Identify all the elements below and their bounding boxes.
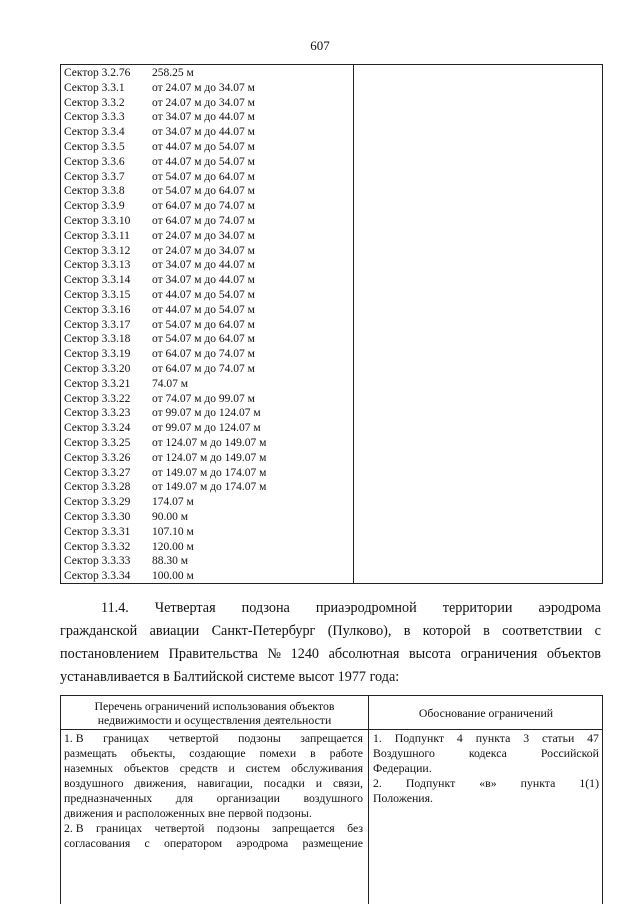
sector-height-value: от 99.07 м до 124.07 м xyxy=(152,407,261,420)
sector-height-value: от 34.07 м до 44.07 м xyxy=(152,259,255,272)
cell-word: навигации, xyxy=(197,776,253,790)
cell-word: четвертой xyxy=(168,731,219,745)
cell-word: связи, xyxy=(332,776,363,790)
sector-name: Сектор 3.3.15 xyxy=(64,289,131,301)
restriction-text-line xyxy=(64,731,363,746)
paragraph-word: с xyxy=(594,623,601,639)
sector-name: Сектор 3.3.22 xyxy=(64,392,131,405)
sector-name: Сектор 3.3.32 xyxy=(64,540,131,553)
sector-name: Сектор 3.3.28 xyxy=(64,481,131,494)
sector-row xyxy=(64,155,255,170)
cell-word: посадки xyxy=(263,776,305,790)
sector-height-value: от 24.07 м до 34.07 м xyxy=(152,96,255,109)
sector-height-value: 90.00 м xyxy=(152,511,189,523)
sector-row xyxy=(64,332,255,347)
cell-word: 2. xyxy=(373,776,382,790)
paragraph-line xyxy=(60,597,601,620)
section-11-4-paragraph xyxy=(60,597,601,689)
sector-row xyxy=(64,569,194,584)
sector-name: Сектор 3.3.6 xyxy=(64,155,125,168)
sector-name: Сектор 3.3.19 xyxy=(64,348,131,361)
cell-word: размещение xyxy=(302,836,363,850)
cell-word: организации xyxy=(216,791,280,805)
sector-name: Сектор 3.3.10 xyxy=(64,215,131,227)
sector-row xyxy=(64,495,194,510)
sector-row xyxy=(64,125,255,140)
justification-text-line: Положения. xyxy=(373,791,433,805)
sector-height-value: от 34.07 м до 44.07 м xyxy=(152,126,255,139)
sector-row xyxy=(64,199,255,214)
sector-row xyxy=(64,318,255,333)
sector-height-value: от 64.07 м до 74.07 м xyxy=(152,200,255,213)
sector-height-value: от 99.07 м до 124.07 м xyxy=(152,422,261,435)
paragraph-word: 1240 xyxy=(290,646,319,662)
cell-word: обслуживания xyxy=(291,761,363,775)
sector-row xyxy=(64,466,266,481)
sector-height-value: от 34.07 м до 44.07 м xyxy=(152,274,255,287)
sector-height-value: от 54.07 м до 64.07 м xyxy=(152,170,255,183)
paragraph-line xyxy=(60,643,601,666)
sector-row xyxy=(64,140,255,155)
sector-height-value: от 124.07 м до 149.07 м xyxy=(152,437,267,449)
sector-row xyxy=(64,436,266,451)
sector-name: Сектор 3.3.33 xyxy=(64,555,131,568)
cell-word: Подпункт xyxy=(394,731,445,745)
cell-word: воздушного xyxy=(64,776,124,790)
cell-word: 1. xyxy=(373,731,382,745)
sector-height-value: от 149.07 м до 174.07 м xyxy=(152,481,267,494)
sector-row xyxy=(64,362,255,377)
sector-row xyxy=(64,303,255,318)
sector-name: Сектор 3.3.8 xyxy=(64,185,125,198)
sector-name: Сектор 3.3.9 xyxy=(64,200,125,213)
sector-row xyxy=(64,81,255,96)
paragraph-word: высота xyxy=(408,646,452,662)
sector-row xyxy=(64,184,255,199)
paragraph-line: устанавливается в Балтийской системе высот 1977 года: xyxy=(60,669,400,685)
sector-height-value: от 24.07 м до 34.07 м xyxy=(152,244,255,257)
justification-text-line xyxy=(373,776,599,791)
cell-word: оператором xyxy=(163,836,223,850)
sector-row xyxy=(64,347,255,362)
paragraph-word: абсолютная xyxy=(328,646,400,662)
justification-text-line xyxy=(373,731,599,746)
sector-name: Сектор 3.2.76 xyxy=(64,67,131,79)
cell-word: Подпункт xyxy=(405,776,456,790)
sector-height-value: от 44.07 м до 54.07 м xyxy=(152,289,255,301)
sector-height-value: от 64.07 м до 74.07 м xyxy=(152,215,255,227)
paragraph-word: Четвертая xyxy=(154,600,216,616)
cell-word: размещать xyxy=(64,746,117,760)
sector-height-value: от 149.07 м до 174.07 м xyxy=(152,466,267,479)
sector-height-value: 120.00 м xyxy=(152,540,194,553)
cell-word: подзоны xyxy=(238,731,281,745)
sector-row xyxy=(64,451,266,466)
cell-word: подзоны xyxy=(216,821,260,835)
paragraph-word: подзона xyxy=(241,600,290,616)
paragraph-word: приаэродромной xyxy=(315,600,417,616)
cell-word: 3 xyxy=(523,731,530,745)
sector-row xyxy=(64,288,255,303)
sector-height-value: от 24.07 м до 34.07 м xyxy=(152,81,255,94)
paragraph-word: Правительства xyxy=(168,646,258,662)
restriction-text-line xyxy=(64,836,363,851)
sector-name: Сектор 3.3.7 xyxy=(64,170,125,183)
justification-text-line xyxy=(373,746,599,761)
sector-height-value: от 64.07 м до 74.07 м xyxy=(152,348,255,361)
restriction-text-line xyxy=(64,761,363,776)
sector-name: Сектор 3.3.26 xyxy=(64,451,131,464)
cell-word: запрещается xyxy=(272,821,335,835)
cell-word: запрещается xyxy=(300,731,363,745)
cell-word: воздушного xyxy=(303,791,363,805)
cell-word: границах xyxy=(103,731,150,745)
paragraph-word: территории xyxy=(442,600,513,616)
table-column-divider xyxy=(368,696,369,904)
sector-row xyxy=(64,480,266,495)
sector-height-value: 100.00 м xyxy=(152,570,194,583)
paragraph-word: в xyxy=(483,623,490,639)
cell-word: Российской xyxy=(540,746,599,760)
sector-row xyxy=(64,170,255,185)
cell-word: работе xyxy=(329,746,363,760)
paragraph-word: аэродрома xyxy=(538,600,601,616)
sector-row xyxy=(64,377,188,392)
sector-row xyxy=(64,540,194,555)
paragraph-word: авиации xyxy=(149,623,200,639)
restrictions-table xyxy=(60,695,603,904)
cell-word: 1. В xyxy=(64,731,84,745)
sector-row xyxy=(64,258,255,273)
sector-row xyxy=(64,244,255,259)
cell-word: объекты, xyxy=(130,746,176,760)
sector-row xyxy=(64,110,255,125)
sector-name: Сектор 3.3.20 xyxy=(64,363,131,375)
table-column-divider xyxy=(353,65,354,583)
paragraph-word: соответствии xyxy=(502,623,583,639)
sector-height-value: 258.25 м xyxy=(152,67,194,79)
cell-word: без xyxy=(347,821,363,835)
header-justification: Обоснование ограничений xyxy=(418,706,554,720)
paragraph-word: постановлением xyxy=(60,646,160,662)
sector-height-value: от 44.07 м до 54.07 м xyxy=(152,155,255,168)
cell-word: объектов xyxy=(123,761,169,775)
cell-word: пункта xyxy=(475,731,511,745)
cell-word: «в» xyxy=(479,776,497,790)
paragraph-word: ограничения xyxy=(460,646,538,662)
cell-word: предназначенных xyxy=(64,791,153,805)
sector-name: Сектор 3.3.11 xyxy=(64,229,130,242)
cell-word: Воздушного xyxy=(373,746,435,760)
sector-row xyxy=(64,406,261,421)
sector-row xyxy=(64,96,255,111)
paragraph-word: № xyxy=(267,646,282,662)
cell-word: движения, xyxy=(134,776,187,790)
sector-name: Сектор 3.3.5 xyxy=(64,141,125,153)
sector-name: Сектор 3.3.21 xyxy=(64,377,131,390)
sector-height-value: 88.30 м xyxy=(152,555,189,568)
cell-word: статьи xyxy=(541,731,575,745)
sector-row xyxy=(64,510,188,525)
paragraph-word: Санкт-Петербург xyxy=(211,623,316,639)
sector-height-value: 174.07 м xyxy=(152,496,194,509)
sector-height-value: от 124.07 м до 149.07 м xyxy=(152,451,267,464)
sector-height-value: от 54.07 м до 64.07 м xyxy=(152,333,255,346)
cell-word: и xyxy=(228,761,235,775)
sector-name: Сектор 3.3.24 xyxy=(64,422,131,435)
header-restrictions-list: Перечень ограничений использования объектов недвижимости и осуществления деятельности xyxy=(94,699,335,727)
sector-row xyxy=(64,554,188,569)
cell-word: систем xyxy=(245,761,281,775)
sector-name: Сектор 3.3.12 xyxy=(64,244,131,257)
cell-word: 1(1) xyxy=(579,776,599,790)
cell-word: средств xyxy=(179,761,218,775)
sector-row xyxy=(64,392,255,407)
cell-word: и xyxy=(315,776,323,790)
cell-word: 2. В xyxy=(64,821,84,835)
cell-word: аэродрома xyxy=(236,836,289,850)
paragraph-word: объектов xyxy=(546,646,601,662)
restriction-text-line xyxy=(64,776,363,791)
sector-height-value: 107.10 м xyxy=(152,525,194,538)
paragraph-word: которой xyxy=(422,623,471,639)
paragraph-word: (Пулково), xyxy=(327,623,392,639)
sector-heights-table xyxy=(60,64,603,584)
cell-word: границах xyxy=(96,821,143,835)
cell-word: с xyxy=(144,836,150,850)
cell-word: четвертой xyxy=(154,821,205,835)
sector-row xyxy=(64,421,261,436)
justification-text-line: Федерации. xyxy=(373,761,432,775)
paragraph-word: в xyxy=(403,623,411,639)
cell-word: кодекса xyxy=(468,746,507,760)
sector-name: Сектор 3.3.14 xyxy=(64,274,131,287)
sector-row xyxy=(64,66,194,81)
sector-name: Сектор 3.3.13 xyxy=(64,259,131,272)
sector-row xyxy=(64,214,255,229)
sector-name: Сектор 3.3.18 xyxy=(64,333,131,346)
sector-name: Сектор 3.3.25 xyxy=(64,437,131,449)
restriction-text-line xyxy=(64,791,363,806)
sector-height-value: от 24.07 м до 34.07 м xyxy=(152,229,255,242)
restriction-text-line xyxy=(64,821,363,836)
paragraph-word: гражданской xyxy=(60,623,138,639)
sector-name: Сектор 3.3.2 xyxy=(64,96,125,109)
sector-name: Сектор 3.3.29 xyxy=(64,496,131,509)
cell-word: 4 xyxy=(456,731,463,745)
cell-word: наземных xyxy=(64,761,114,775)
cell-word: для xyxy=(175,791,194,805)
sector-row xyxy=(64,525,194,540)
cell-word: пункта xyxy=(520,776,556,790)
page-number: 607 xyxy=(310,38,330,53)
cell-word: помехи xyxy=(259,746,297,760)
sector-name: Сектор 3.3.3 xyxy=(64,111,125,124)
sector-name: Сектор 3.3.34 xyxy=(64,570,131,583)
sector-row xyxy=(64,229,255,244)
sector-height-value: от 44.07 м до 54.07 м xyxy=(152,303,255,316)
sector-height-value: от 44.07 м до 54.07 м xyxy=(152,141,255,153)
sector-height-value: от 64.07 м до 74.07 м xyxy=(152,363,255,375)
cell-word: согласования xyxy=(64,836,131,850)
sector-height-value: от 34.07 м до 44.07 м xyxy=(152,111,255,124)
table-header-divider xyxy=(61,729,602,730)
sector-name: Сектор 3.3.4 xyxy=(64,126,125,139)
sector-name: Сектор 3.3.16 xyxy=(64,303,131,316)
sector-height-value: от 74.07 м до 99.07 м xyxy=(152,392,255,405)
cell-word: 47 xyxy=(587,731,599,745)
sector-name: Сектор 3.3.23 xyxy=(64,407,131,420)
sector-height-value: от 54.07 м до 64.07 м xyxy=(152,185,255,198)
sector-name: Сектор 3.3.17 xyxy=(64,318,131,331)
paragraph-line xyxy=(60,620,601,643)
sector-name: Сектор 3.3.31 xyxy=(64,525,131,538)
restriction-text-line xyxy=(64,746,363,761)
sector-height-value: 74.07 м xyxy=(152,377,189,390)
sector-row xyxy=(64,273,255,288)
sector-name: Сектор 3.3.30 xyxy=(64,511,131,523)
cell-word: создающие xyxy=(189,746,246,760)
sector-height-value: от 54.07 м до 64.07 м xyxy=(152,318,255,331)
sector-name: Сектор 3.3.27 xyxy=(64,466,131,479)
paragraph-word: 11.4. xyxy=(101,600,129,616)
cell-word: в xyxy=(310,746,316,760)
sector-name: Сектор 3.3.1 xyxy=(64,81,125,94)
restriction-text-line: движения и расположенных вне первой подзоны. xyxy=(64,806,312,820)
